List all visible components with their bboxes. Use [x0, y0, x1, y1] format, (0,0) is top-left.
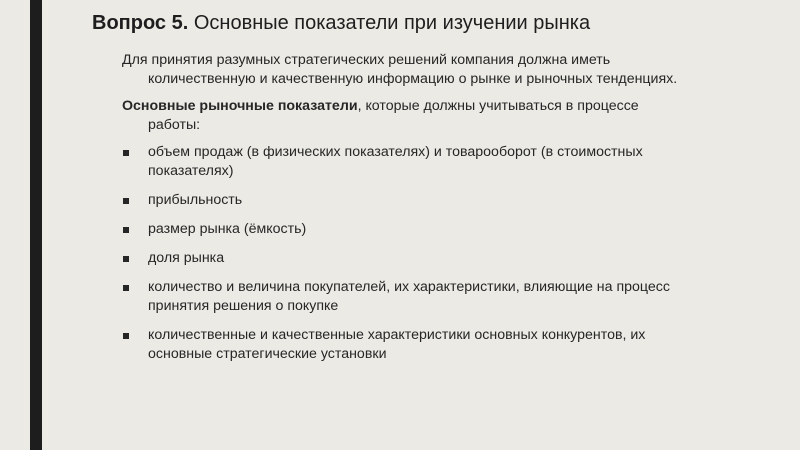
list-item-text: количественные и качественные характеристики основных конкурентов, их основные стратегические установки	[148, 327, 646, 362]
list-item	[122, 143, 682, 181]
list-item-text: количество и величина покупателей, их характеристики, влияющие на процесс принятия решения о покупке	[148, 279, 670, 314]
square-bullet-icon	[123, 333, 129, 339]
list-item	[122, 191, 682, 210]
square-bullet-icon	[123, 150, 129, 156]
indicator-list	[122, 143, 682, 364]
left-accent-bar	[30, 0, 42, 450]
slide-title	[92, 10, 590, 36]
square-bullet-icon	[123, 227, 129, 233]
lead-text: , которые должны учитываться в процессе работы:	[148, 98, 639, 133]
list-item-text: доля рынка	[148, 250, 225, 266]
list-item-text: размер рынка (ёмкость)	[148, 221, 307, 237]
square-bullet-icon	[123, 285, 129, 291]
lead-paragraph	[122, 97, 682, 135]
list-item	[122, 249, 682, 268]
intro-paragraph: Для принятия разумных стратегических решений компания должна иметь количественную и качественную информацию о рынке и рыночных тенденциях.	[122, 52, 678, 87]
list-item	[122, 326, 682, 364]
list-item-text: объем продаж (в физических показателях) и товарооборот (в стоимостных показателях)	[148, 144, 643, 179]
list-item	[122, 220, 682, 239]
square-bullet-icon	[123, 198, 129, 204]
slide-title-bold: Вопрос 5.	[92, 12, 189, 34]
slide-title-text: Основные показатели при изучении рынка	[188, 12, 591, 34]
slide-content	[122, 51, 682, 374]
lead-bold-text: Основные рыночные показатели	[122, 98, 358, 114]
square-bullet-icon	[123, 256, 129, 262]
list-item-text: прибыльность	[148, 192, 243, 208]
list-item	[122, 278, 682, 316]
